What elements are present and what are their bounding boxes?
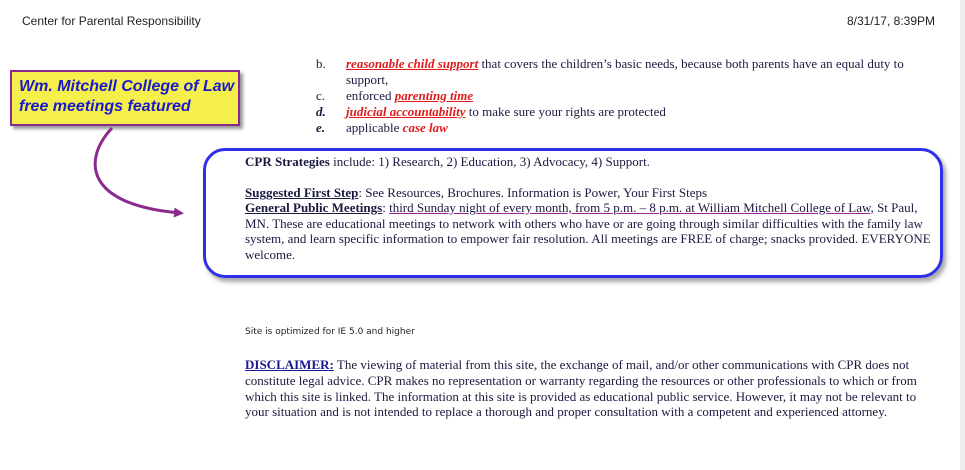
meetings-colon: : [382, 200, 390, 215]
disclaimer-text: The viewing of material from this site, the exchange of mail, and/or other communications with CPR does not constitute legal advice. CPR makes no representation or warranty regarding the resources or other professionals to which or from which this site is linked. The information at this site is provided as educational public service. However, it may not be relevant to your situation and is not intended to replace a thorough and proper consultation with a competent and experienced attorney. [245, 357, 917, 420]
list-item [316, 88, 936, 104]
list-item-text: that covers the children’s basic needs, because both parents have an equal duty to support, [346, 56, 904, 87]
parenting-time-link[interactable]: parenting time [394, 88, 474, 103]
case-law-link[interactable]: case law [402, 120, 448, 135]
browser-note: Site is optimized for IE 5.0 and higher [245, 327, 415, 337]
page-header-title: Center for Parental Responsibility [22, 14, 201, 28]
list-item [316, 104, 936, 120]
list-item-prefix: applicable [346, 120, 403, 135]
general-public-meetings-link[interactable]: General Public Meetings [245, 200, 383, 215]
judicial-accountability-link[interactable]: judicial accountability [346, 104, 466, 119]
disclaimer-colon: : [329, 357, 334, 372]
page-header-timestamp: 8/31/17, 8:39PM [846, 14, 935, 28]
first-step-paragraph [245, 185, 935, 201]
first-step-text: : See Resources, Brochures. Information is Power, Your First Steps [358, 184, 708, 200]
reasonable-child-support-link[interactable]: reasonable child support [346, 56, 479, 71]
list-item-text: to make sure your rights are protected [465, 104, 666, 119]
meetings-schedule-highlight: third Sunday night of every month, from 5 p.m. – 8 p.m. at William Mitchell College of Law, [389, 200, 874, 215]
list-item-prefix: enforced [346, 88, 395, 103]
meetings-text: St Paul, MN. These are educational meetings to network with others who have or are going through similar difficulties with the family law system, and learn specific information to empower fair resolution. All meetings are FREE of charge; snacks provided. EVERYONE welcome. [245, 200, 931, 262]
cpr-strategies-section [245, 154, 935, 262]
list-item [316, 120, 936, 136]
disclaimer-title: DISCLAIMER [245, 357, 330, 372]
rights-list [316, 56, 936, 136]
meetings-paragraph [245, 200, 935, 262]
strategies-text: include: 1) Research, 2) Education, 3) Advocacy, 4) Support. [329, 154, 650, 169]
list-marker: b. [316, 56, 326, 71]
disclaimer-section [245, 357, 935, 420]
strategies-label: CPR Strategies [245, 154, 330, 169]
suggested-first-step-link[interactable]: Suggested First Step [245, 184, 359, 200]
list-marker: e. [316, 120, 326, 135]
list-item [316, 56, 936, 88]
disclaimer-label [245, 357, 334, 372]
list-marker: c. [316, 88, 326, 103]
list-marker: d. [316, 104, 326, 119]
strategies-paragraph [245, 154, 935, 170]
callout-line-1: Wm. Mitchell College of Law [19, 78, 235, 95]
callout-line-2: free meetings featured [19, 98, 191, 115]
